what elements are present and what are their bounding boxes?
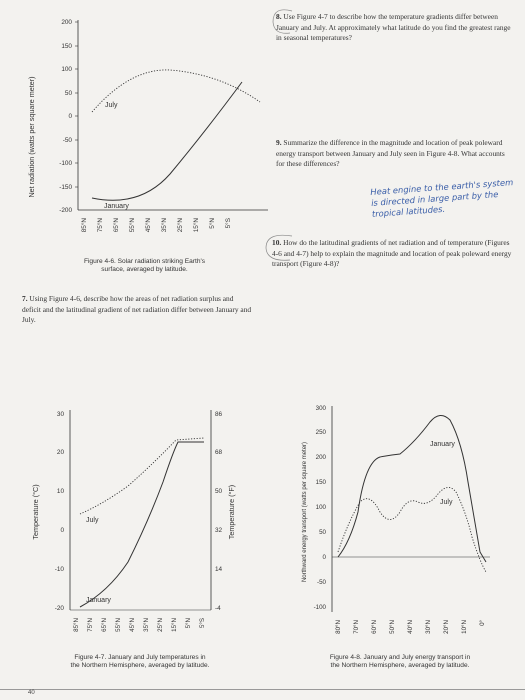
fig47-xtick: 5°S xyxy=(199,618,206,629)
fig46-ytick: 50 xyxy=(64,90,72,97)
fig47-xticks xyxy=(73,618,206,632)
fig48-xtick: 60°N xyxy=(371,620,378,634)
question-8-text: Use Figure 4-7 to describe how the temperature gradients differ between January and July. At approximately what latitude do you find the greatest range in seasonal temperatures? xyxy=(276,12,511,43)
fig48-xtick: 40°N xyxy=(407,620,414,634)
fig48-ytick: 100 xyxy=(315,504,326,511)
fig46-xtick: 85°N xyxy=(81,218,88,233)
fig47-january-line xyxy=(80,442,204,607)
fig47-xtick: 35°N xyxy=(143,618,150,632)
fig48-ytick: 300 xyxy=(315,405,326,412)
question-9-text: Summarize the difference in the magnitude and location of peak poleward energy transport between January and July seen in Figure 4-8. What accounts for these differences? xyxy=(276,138,505,169)
fig48-xtick: 50°N xyxy=(389,620,396,634)
figure-4-8-chart xyxy=(290,402,515,652)
fig46-xtick: 55°N xyxy=(129,218,136,233)
fig47-ytick: 30 xyxy=(56,411,64,418)
fig47-ytick: -20 xyxy=(54,605,64,612)
question-10 xyxy=(272,238,514,270)
question-9-handwritten-answer: Heat engine to the earth's system is directed in large part by the tropical latitudes. xyxy=(370,177,514,219)
fig46-ytick: 150 xyxy=(61,43,72,50)
fig48-ytick: -50 xyxy=(317,579,326,586)
fig48-ylabel: Northward energy transport (watts per square meter) xyxy=(302,441,308,583)
question-8 xyxy=(276,12,514,44)
fig46-caption: Figure 4-6. Solar radiation striking Earth's surface, averaged by latitude. xyxy=(83,258,206,274)
fig47-ytick: 0 xyxy=(60,527,64,534)
fig47-july-label: July xyxy=(86,517,99,524)
fig48-xtick: 70°N xyxy=(353,620,360,634)
fig47-xtick: 65°N xyxy=(101,618,108,632)
fig46-xtick: 15°N xyxy=(193,218,200,233)
fig46-january-label: January xyxy=(104,203,129,210)
figure-4-7-chart xyxy=(28,402,256,652)
fig47-xtick: 85°N xyxy=(73,618,80,632)
fig46-ytick: -50 xyxy=(62,137,72,144)
fig47-xtick: 75°N xyxy=(87,618,94,632)
fig47-ylabel-right: Temperature (°F) xyxy=(227,484,236,540)
fig46-xtick: 45°N xyxy=(145,218,152,233)
fig48-xtick: 10°N xyxy=(461,620,468,634)
page-number: 40 xyxy=(28,690,35,696)
fig47-yticks-c xyxy=(55,411,65,612)
fig48-ytick: 150 xyxy=(315,479,326,486)
fig47-ytick-f: -4 xyxy=(215,605,221,612)
question-7 xyxy=(22,294,252,326)
fig46-xtick: 5°N xyxy=(209,218,216,229)
fig48-xtick: 20°N xyxy=(443,620,450,634)
footer-rule xyxy=(0,689,525,690)
fig47-xtick: 45°N xyxy=(129,618,136,632)
question-9-number: 9. xyxy=(276,138,282,147)
fig48-ytick: 50 xyxy=(319,529,326,536)
question-7-number: 7. xyxy=(22,294,28,303)
fig46-xtick: 65°N xyxy=(113,218,120,233)
question-10-number: 10. xyxy=(272,238,282,247)
fig47-xtick: 15°N xyxy=(171,618,178,632)
fig46-ytick: -150 xyxy=(59,184,72,191)
fig47-ytick-f: 50 xyxy=(215,488,223,495)
fig46-xticks xyxy=(80,218,232,233)
fig46-ylabel: Net radiation (watts per square meter) xyxy=(27,76,36,198)
figure-4-6-chart xyxy=(20,12,270,267)
fig48-xtick: 80°N xyxy=(335,620,342,634)
fig48-ytick: -100 xyxy=(313,604,326,611)
fig48-ytick: 200 xyxy=(315,454,326,461)
fig46-july-label: July xyxy=(105,102,118,109)
fig46-xtick: 25°N xyxy=(177,218,184,233)
fig47-ytick-f: 68 xyxy=(215,449,223,456)
fig47-xtick: 5°N xyxy=(185,618,192,629)
fig47-caption: Figure 4-7. January and July temperatures in the Northern Hemisphere, averaged by latitude. xyxy=(70,654,210,670)
fig48-ytick: 250 xyxy=(315,429,326,436)
fig48-january-label: January xyxy=(430,441,455,448)
fig47-july-line xyxy=(80,438,204,514)
fig46-ytick: -200 xyxy=(59,207,72,214)
fig46-xtick: 35°N xyxy=(161,218,168,233)
fig46-yticks xyxy=(59,19,72,214)
fig47-ytick-f: 14 xyxy=(215,566,223,573)
fig47-ytick: 10 xyxy=(56,488,64,495)
fig46-xtick: 5°S xyxy=(225,218,232,229)
question-9 xyxy=(276,138,514,170)
fig46-ytick: 100 xyxy=(61,66,72,73)
fig48-xticks xyxy=(335,619,486,633)
question-7-text: Using Figure 4-6, describe how the areas of net radiation surplus and deficit and the latitudinal gradient of net radiation differ between January and July. xyxy=(22,294,252,325)
fig46-ytick: 200 xyxy=(61,19,72,26)
fig47-xtick: 55°N xyxy=(115,618,122,632)
fig47-ytick-f: 86 xyxy=(215,411,223,418)
fig47-ylabel-left: Temperature (°C) xyxy=(31,484,40,540)
fig46-xtick: 75°N xyxy=(97,218,104,233)
fig47-ytick-f: 32 xyxy=(215,527,223,534)
question-8-number: 8. xyxy=(276,12,282,21)
fig48-xtick: 30°N xyxy=(425,620,432,634)
fig48-july-label: July xyxy=(440,499,453,506)
fig48-yticks xyxy=(314,405,327,611)
fig48-xtick: 0° xyxy=(479,620,486,626)
fig47-ytick: 20 xyxy=(56,449,64,456)
fig46-january-line xyxy=(92,82,242,200)
fig48-january-line xyxy=(338,415,486,562)
fig48-caption: Figure 4-8. January and July energy transport in the Northern Hemisphere, averaged by latitude. xyxy=(329,654,471,670)
fig47-ytick: -10 xyxy=(54,566,64,573)
fig47-january-label: January xyxy=(86,597,111,604)
fig47-xtick: 25°N xyxy=(157,618,164,632)
fig46-ytick: 0 xyxy=(68,113,72,120)
fig48-ytick: 0 xyxy=(322,554,326,561)
fig47-yticks-f xyxy=(215,411,223,612)
fig46-ytick: -100 xyxy=(59,160,72,167)
question-10-text: How do the latitudinal gradients of net radiation and of temperature (Figures 4-6 and 4-7) help to explain the magnitude and location of peak poleward energy transport (Figure 4-8)? xyxy=(272,238,512,269)
